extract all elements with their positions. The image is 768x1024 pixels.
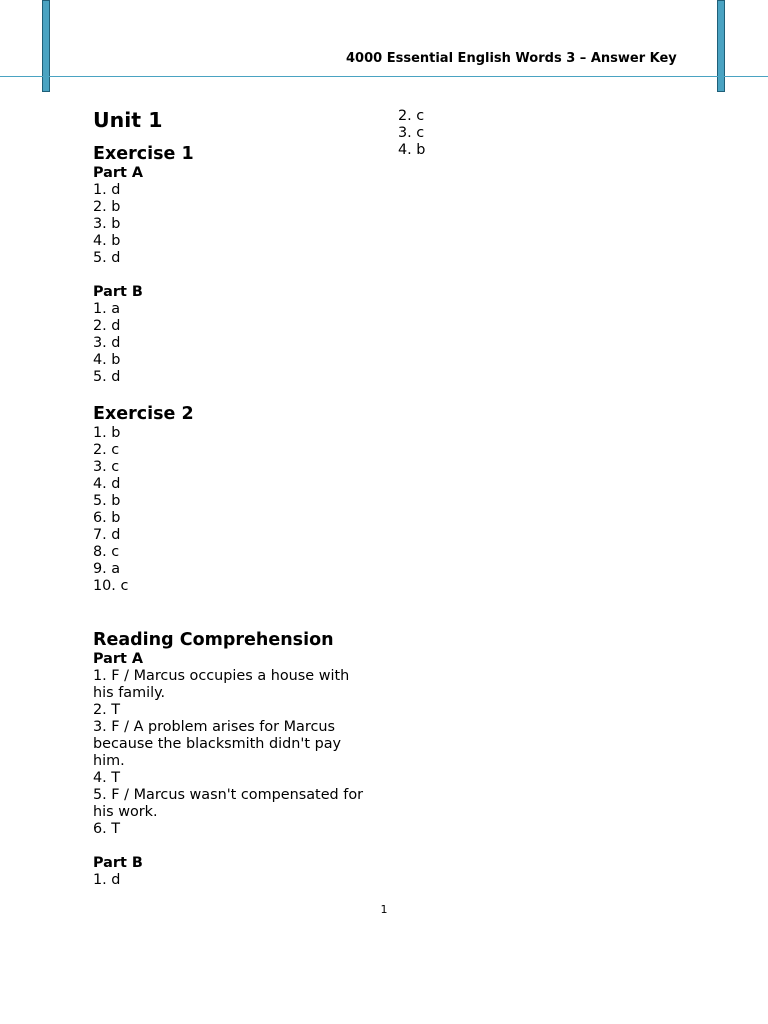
answer-line: 4. b: [398, 142, 426, 158]
reading-part-a-title: Part A: [93, 651, 143, 667]
answer-line: 1. F / Marcus occupies a house with his family.: [93, 668, 350, 701]
left-column: [93, 106, 373, 889]
answer-line: 3. F / A problem arises for Marcus because the blacksmith didn't pay him.: [93, 719, 342, 769]
answer-line: 1. d: [93, 182, 121, 198]
answer-line: 3. b: [93, 216, 121, 232]
answer-line: 2. T: [93, 702, 121, 718]
answer-line: 3. c: [398, 125, 425, 141]
exercise-2-answers: [93, 425, 373, 595]
answer-line: 1. d: [93, 872, 121, 888]
exercise-2-title: Exercise 2: [93, 404, 194, 424]
exercise-1-part-b-answers: [93, 301, 373, 386]
answer-line: 4. b: [93, 233, 121, 249]
answer-line: 2. c: [93, 442, 120, 458]
exercise-1-part-a-answers: [93, 182, 373, 267]
answer-line: 2. b: [93, 199, 121, 215]
answer-line: 4. T: [93, 770, 121, 786]
exercise-1-title: Exercise 1: [93, 144, 194, 164]
exercise-1-part-a-title: Part A: [93, 165, 143, 181]
header-title: 4000 Essential English Words 3 – Answer Key: [346, 51, 677, 66]
answer-line: 8. c: [93, 544, 120, 560]
answer-line: 10. c: [93, 578, 129, 594]
answer-line: 3. d: [93, 335, 121, 351]
answer-line: 6. b: [93, 510, 121, 526]
reading-part-b-title: Part B: [93, 855, 143, 871]
right-column: [398, 108, 598, 159]
reading-part-b-answers-first: [93, 872, 373, 889]
reading-part-a-answers: [93, 668, 373, 838]
answer-line: 4. b: [93, 352, 121, 368]
answer-line: 1. a: [93, 301, 121, 317]
page-number: 1: [380, 903, 388, 916]
header-rule: [0, 76, 768, 77]
answer-line: 5. d: [93, 250, 121, 266]
answer-line: 6. T: [93, 821, 121, 837]
answer-line: 4. d: [93, 476, 121, 492]
left-header-bar: [42, 0, 50, 92]
answer-line: 2. c: [398, 108, 425, 124]
answer-line: 5. b: [93, 493, 121, 509]
right-header-bar: [717, 0, 725, 92]
answer-line: 9. a: [93, 561, 121, 577]
reading-comprehension-title: Reading Comprehension: [93, 630, 334, 650]
answer-line: 7. d: [93, 527, 121, 543]
answer-line: 5. F / Marcus wasn't compensated for his work.: [93, 787, 364, 820]
answer-line: 5. d: [93, 369, 121, 385]
answer-line: 2. d: [93, 318, 121, 334]
unit-title: Unit 1: [93, 108, 163, 132]
answer-line: 3. c: [93, 459, 120, 475]
answer-line: 1. b: [93, 425, 121, 441]
exercise-1-part-b-title: Part B: [93, 284, 143, 300]
